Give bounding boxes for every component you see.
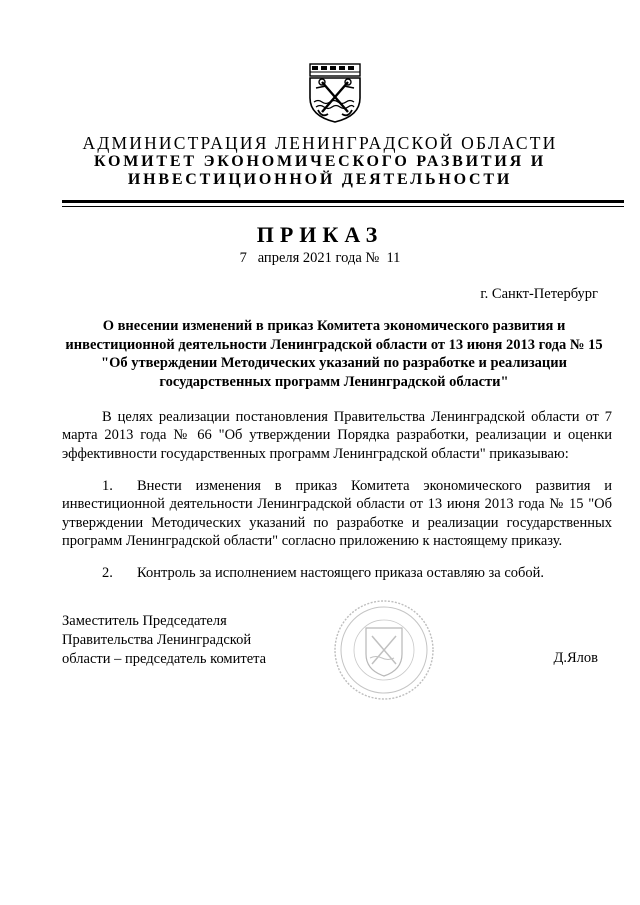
- header-divider-thin: [62, 206, 624, 207]
- header-divider-thick: [62, 200, 624, 203]
- signer-position-line: области – председатель комитета: [62, 650, 267, 667]
- list-item-number: 1.: [102, 478, 113, 494]
- list-item-number: 2.: [102, 565, 113, 581]
- intro-paragraph: В целях реализации постановления Правительства Ленинградской области от 7 марта 2013 года № 66 "Об утверждении Порядка разработки, реализации и оценки эффективности государственных программ Ленинградской области" приказываю:: [62, 409, 612, 462]
- order-city: г. Санкт-Петербург: [480, 286, 598, 302]
- list-item-text: Внести изменения в приказ Комитета экономического развития и инвестиционной деятельности Ленинградской области от 13 июня 2013 года № 15 "Об утверждении Методических указаний по разработке и реализации государственных программ Ленинградской области" согласно приложению к настоящему приказу.: [62, 478, 612, 549]
- administration-title: АДМИНИСТРАЦИЯ ЛЕНИНГРАДСКОЙ ОБЛАСТИ: [82, 133, 558, 153]
- order-title: ПРИКАЗ: [256, 222, 384, 247]
- signer-position: [62, 612, 266, 668]
- list-item: [62, 477, 612, 550]
- committee-title-line1: КОМИТЕТ ЭКОНОМИЧЕСКОГО РАЗВИТИЯ И: [94, 153, 546, 170]
- order-date-number: 7 апреля 2021 года № 11: [239, 250, 401, 266]
- signer-position-line: Правительства Ленинградской: [62, 631, 252, 648]
- signer-position-line: Заместитель Председателя: [62, 613, 227, 629]
- list-item: [62, 564, 612, 582]
- signer-name: Д.Ялов: [553, 650, 598, 666]
- coat-of-arms-emblem: [302, 62, 368, 124]
- order-subject: О внесении изменений в приказ Комитета экономического развития и инвестиционной деятельности Ленинградской области от 13 июня 2013 года № 15 "Об утверждении Методических указаний по разработке и реализации государственных программ Ленинградской области": [65, 318, 603, 390]
- list-item-text: Контроль за исполнением настоящего приказа оставляю за собой.: [137, 565, 545, 581]
- official-seal-stamp: [332, 598, 436, 702]
- committee-title-line2: ИНВЕСТИЦИОННОЙ ДЕЯТЕЛЬНОСТИ: [127, 171, 513, 188]
